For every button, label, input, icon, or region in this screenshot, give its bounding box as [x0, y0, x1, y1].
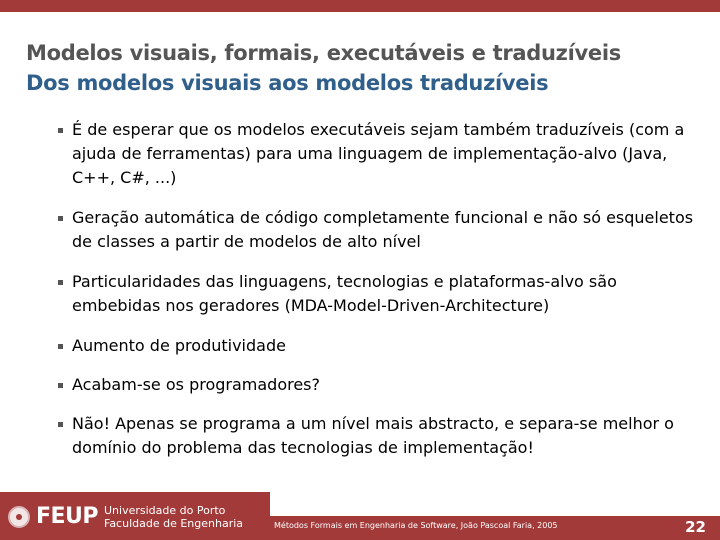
bullet-item: [44, 270, 694, 318]
page-number: 22: [685, 518, 706, 536]
university-seal-icon: [8, 506, 30, 528]
bullet-text: Acabam-se os programadores?: [72, 375, 321, 394]
bullet-marker-icon: [58, 344, 63, 349]
title-line-1: Modelos visuais, formais, executáveis e traduzíveis: [26, 41, 621, 65]
bullet-item: [44, 206, 694, 254]
logo-text: FEUP: [36, 504, 99, 529]
university-name: Universidade do Porto: [104, 504, 226, 517]
slide-title: [26, 38, 706, 98]
footer-caption: Métodos Formais em Engenharia de Software, João Pascoal Faria, 2005: [274, 521, 558, 530]
bullet-marker-icon: [58, 216, 63, 221]
bullet-text: Geração automática de código completamente funcional e não só esqueletos de classes a partir de modelos de alto nível: [72, 208, 694, 251]
feup-logo: [0, 492, 270, 540]
top-accent-bar: [0, 0, 720, 12]
bullet-text: Particularidades das linguagens, tecnologias e plataformas-alvo são embebidas nos geradores (MDA-Model-Driven-Architecture): [72, 272, 617, 315]
bullet-text: Não! Apenas se programa a um nível mais abstracto, e separa-se melhor o domínio do problema das tecnologias de implementação!: [72, 414, 674, 457]
title-line-2: Dos modelos visuais aos modelos traduzíveis: [26, 71, 549, 95]
bullet-marker-icon: [58, 280, 63, 285]
footer-band: [270, 516, 720, 540]
faculty-name: Faculdade de Engenharia: [104, 517, 244, 530]
bullet-item: [44, 334, 694, 358]
bullet-marker-icon: [58, 128, 63, 133]
bullet-item: [44, 412, 694, 460]
bullet-item: [44, 373, 694, 397]
bullet-marker-icon: [58, 422, 63, 427]
bullet-text: É de esperar que os modelos executáveis sejam também traduzíveis (com a ajuda de ferramentas) para uma linguagem de implementação-alvo (Java, C++, C#, ...): [72, 120, 685, 187]
bullet-list: [44, 118, 694, 460]
bullet-item: [44, 118, 694, 190]
slide-footer: [0, 492, 720, 540]
bullet-text: Aumento de produtividade: [72, 336, 286, 355]
bullet-marker-icon: [58, 383, 63, 388]
